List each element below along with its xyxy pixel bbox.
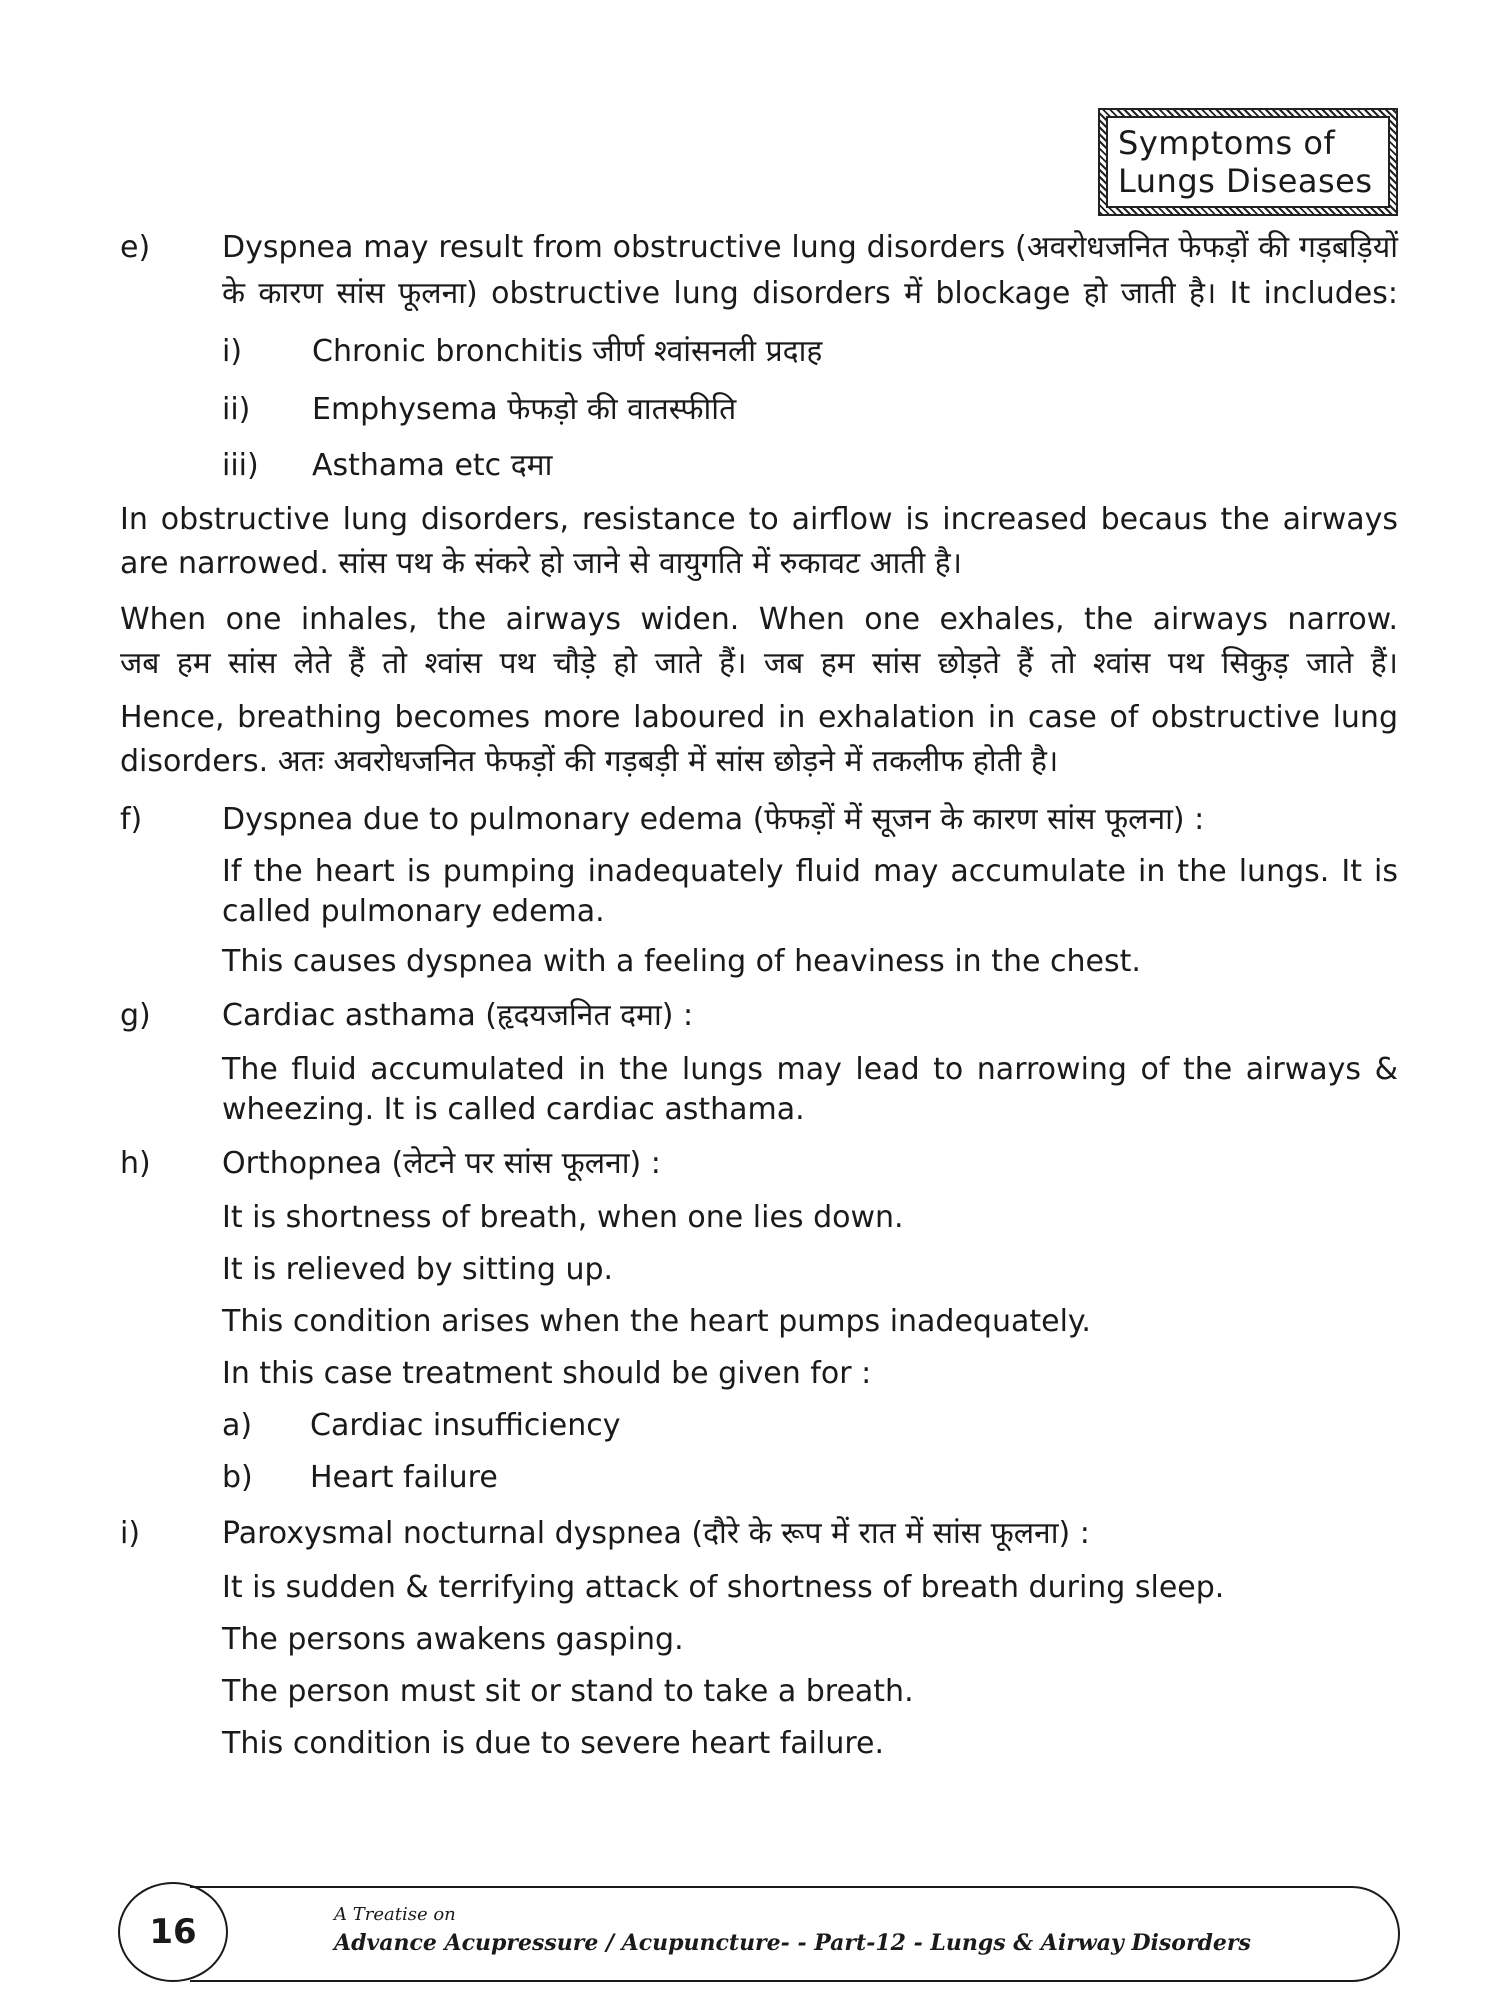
item-e-line-1: Dyspnea may result from obstructive lung disorders (अवरोधजनित फेफड़ों की गड़बड़ियों — [222, 230, 1398, 265]
item-i-line-4: This condition is due to severe heart failure. — [222, 1726, 885, 1761]
footer-line-1: A Treatise on — [334, 1904, 456, 1925]
item-e-iii-label: iii) — [222, 448, 259, 483]
item-g-label: g) — [120, 998, 151, 1033]
para-2-line-1: When one inhales, the airways widen. When one exhales, the airways narrow. — [120, 602, 1398, 637]
item-h-line-2: It is relieved by sitting up. — [222, 1252, 614, 1287]
item-i-label: i) — [120, 1516, 141, 1551]
item-i-line-2: The persons awakens gasping. — [222, 1622, 684, 1657]
item-f-line-1: If the heart is pumping inadequately fluid may accumulate in the lungs. It is — [222, 854, 1398, 889]
item-h-line-3: This condition arises when the heart pumps inadequately. — [222, 1304, 1091, 1339]
item-f-line-2: called pulmonary edema. — [222, 894, 605, 929]
item-h-title: Orthopnea (लेटने पर सांस फूलना) : — [222, 1146, 661, 1181]
item-e-ii-label: ii) — [222, 392, 251, 427]
item-h-b-label: b) — [222, 1460, 253, 1495]
item-f-line-3: This causes dyspnea with a feeling of heaviness in the chest. — [222, 944, 1141, 979]
footer-line-2: Advance Acupressure / Acupuncture- - Part-12 - Lungs & Airway Disorders — [334, 1930, 1251, 1956]
item-h-line-4: In this case treatment should be given for : — [222, 1356, 872, 1391]
item-e-i-label: i) — [222, 334, 243, 369]
para-3-line-2: disorders. अतः अवरोधजनित फेफड़ों की गड़बड़ी में सांस छोड़ने में तकलीफ होती है। — [120, 744, 1059, 779]
item-i-title: Paroxysmal nocturnal dyspnea (दौरे के रूप में रात में सांस फूलना) : — [222, 1516, 1090, 1551]
item-h-b-text: Heart failure — [310, 1460, 498, 1495]
item-e-ii-text: Emphysema फेफड़ो की वातस्फीति — [312, 392, 737, 427]
item-f-title: Dyspnea due to pulmonary edema (फेफड़ों में सूजन के कारण सांस फूलना) : — [222, 802, 1205, 837]
item-h-a-label: a) — [222, 1408, 253, 1443]
badge-line-2: Lungs Diseases — [1118, 162, 1373, 200]
para-1-line-2: are narrowed. सांस पथ के संकरे हो जाने से वायुगति में रुकावट आती है। — [120, 546, 963, 581]
item-g-line-1: The fluid accumulated in the lungs may lead to narrowing of the airways & — [222, 1052, 1398, 1087]
item-e-iii-text: Asthama etc दमा — [312, 448, 553, 483]
page-number: 16 — [149, 1912, 197, 1952]
badge-line-1: Symptoms of — [1118, 124, 1336, 162]
item-e-line-2: के कारण सांस फूलना) obstructive lung disorders में blockage हो जाती है। It includes: — [222, 276, 1398, 311]
section-badge-inner — [1106, 116, 1390, 208]
page-number-oval — [118, 1882, 228, 1982]
para-2-line-2: जब हम सांस लेते हैं तो श्वांस पथ चौड़े हो जाते हैं। जब हम सांस छोड़ते हैं तो श्वांस पथ सिकुड़ जाते हैं। — [120, 646, 1398, 681]
para-1-line-1: In obstructive lung disorders, resistance to airflow is increased becaus the airways — [120, 502, 1398, 537]
item-g-line-2: wheezing. It is called cardiac asthama. — [222, 1092, 805, 1127]
item-f-label: f) — [120, 802, 143, 837]
item-g-title: Cardiac asthama (हृदयजनित दमा) : — [222, 998, 694, 1033]
item-e-i-text: Chronic bronchitis जीर्ण श्वांसनली प्रदाह — [312, 334, 823, 369]
item-e-label: e) — [120, 230, 151, 265]
item-i-line-3: The person must sit or stand to take a breath. — [222, 1674, 914, 1709]
item-h-a-text: Cardiac insufficiency — [310, 1408, 621, 1443]
section-badge — [1098, 108, 1398, 216]
item-i-line-1: It is sudden & terrifying attack of shortness of breath during sleep. — [222, 1570, 1225, 1605]
item-h-label: h) — [120, 1146, 151, 1181]
para-3-line-1: Hence, breathing becomes more laboured in exhalation in case of obstructive lung — [120, 700, 1398, 735]
item-h-line-1: It is shortness of breath, when one lies down. — [222, 1200, 904, 1235]
